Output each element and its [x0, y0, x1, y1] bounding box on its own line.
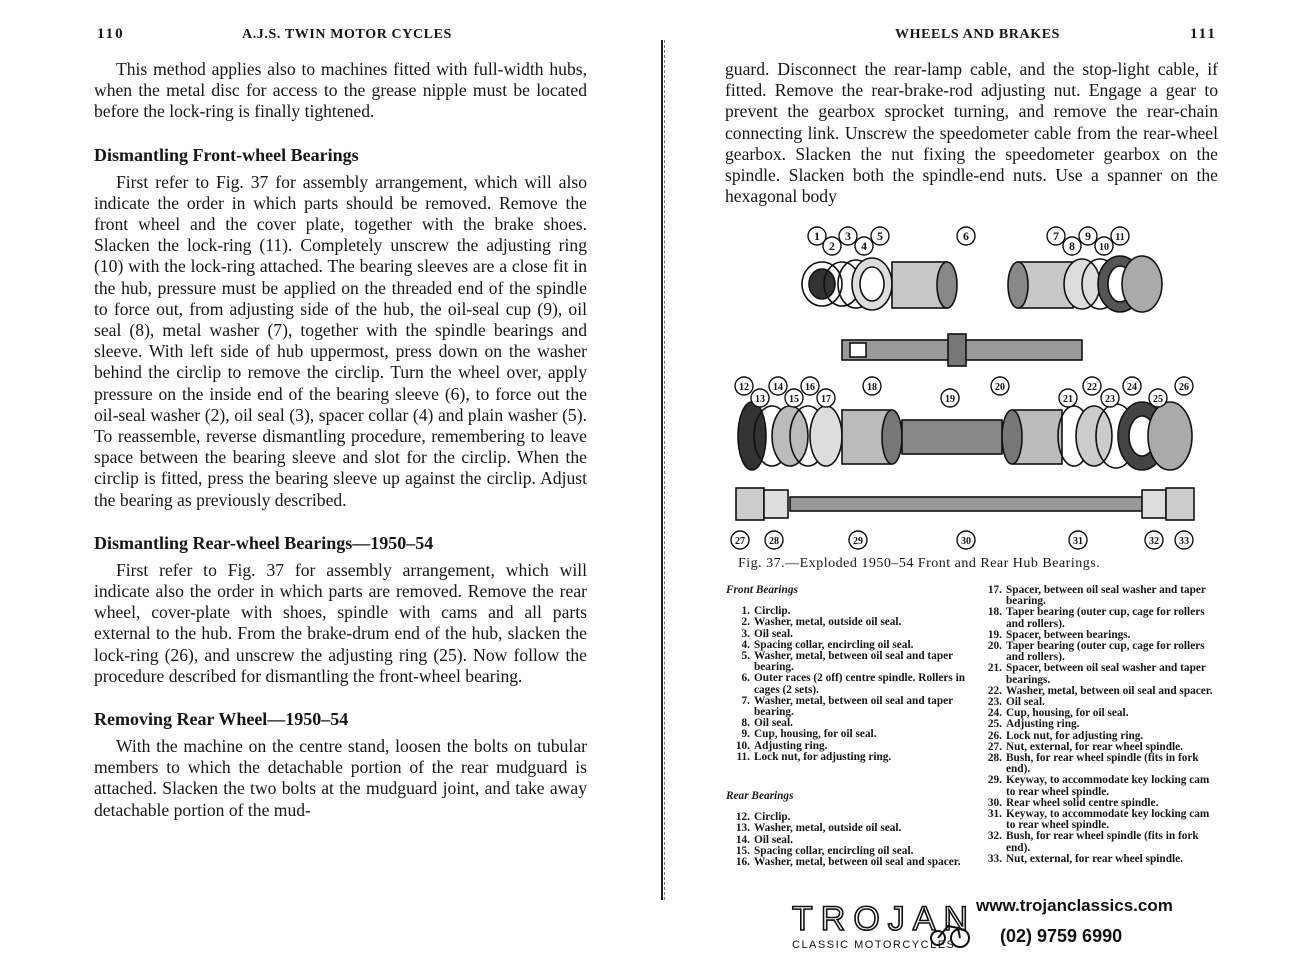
- legend-item-text: Spacer, between oil seal washer and taper bearing.: [1006, 584, 1206, 608]
- legend-item-number: 20.: [987, 640, 1002, 653]
- legend-item-text: Lock nut, for adjusting ring.: [1006, 729, 1144, 742]
- rear-bearings-paragraph: First refer to Fig. 37 for assembly arrangement, which will indicate also the order in which parts are removed. Remove the rear wheel, cover-plate with shoes, spindle with cams and all parts external to the hub. From the brake-drum end of the hub, slacken the lock-ring (26), and unscrew the adjusting ring (25). Now follow the procedure described for dismantling the front-wheel bearing.: [94, 559, 587, 686]
- callout-label: 30: [961, 536, 971, 547]
- legend-item: [726, 617, 966, 628]
- callout-label: 2: [829, 239, 835, 253]
- legend-item-number: 13.: [735, 822, 750, 835]
- callout-label: 9: [1085, 229, 1091, 243]
- right-page-number: 111: [1190, 26, 1217, 42]
- callout-label: 24: [1127, 382, 1137, 393]
- legend-item-number: 31.: [987, 808, 1002, 821]
- callout-label: 33: [1179, 536, 1189, 547]
- legend-item-text: Washer, metal, outside oil seal.: [754, 822, 902, 835]
- legend-item-number: 12.: [735, 811, 750, 824]
- callout-label: 5: [877, 229, 883, 243]
- legend-item: [978, 831, 1218, 853]
- legend-item-number: 10.: [735, 739, 750, 752]
- legend-item-number: 7.: [741, 694, 750, 707]
- legend-item-text: Keyway, to accommodate key locking cam to rear wheel spindle.: [1006, 774, 1210, 798]
- legend-item-text: Lock nut, for adjusting ring.: [754, 750, 892, 763]
- legend-item-text: Cup, housing, for oil seal.: [754, 728, 877, 741]
- callout-label: 7: [1053, 229, 1059, 243]
- legend-item-text: Spacing collar, encircling oil seal.: [754, 638, 914, 651]
- legend-item-text: Bush, for rear wheel spindle (fits in fork end).: [1006, 830, 1199, 854]
- legend-item: [978, 775, 1218, 797]
- legend-item: [726, 729, 966, 740]
- left-page-number: 110: [97, 26, 125, 42]
- legend-item-number: 17.: [987, 584, 1002, 596]
- exploded-hub-diagram: [722, 222, 1212, 552]
- legend-item-number: 2.: [741, 616, 750, 629]
- legend-item-text: Nut, external, for rear wheel spindle.: [1006, 852, 1183, 865]
- legend-item-text: Nut, external, for rear wheel spindle.: [1006, 740, 1183, 753]
- legend-item-number: 5.: [741, 650, 750, 663]
- legend-item-text: Circlip.: [754, 605, 791, 618]
- legend-item: [726, 696, 966, 718]
- legend-front-heading: Front Bearings: [726, 584, 798, 596]
- front-bearing-row: [802, 256, 1162, 312]
- legend-item-text: Circlip.: [754, 811, 791, 824]
- front-bearings-paragraph: First refer to Fig. 37 for assembly arrangement, which will also indicate the order in which parts should be removed. Remove the front wheel and the cover plate, together with the brake shoes. Slacken the lock-ring (11). Completely unscrew the adjusting ring (10) with the lock-ring attached. The bearing sleeves are a close fit in the hub, pressure must be applied on the threaded end of the spindle to force out, from adjusting side of the hub, the oil-seal cup (9), oil seal (8), metal washer (7), together with the spindle bearings and sleeve. With left side of hub uppermost, press down on the washer behind the circlip to remove the circlip. Turn the wheel over, apply pressure on the inside end of the bearing sleeve (6), to force out the oil-seal washer (2), oil seal (3), spacer collar (4) and plain washer (5). To reassemble, reverse dismantling procedure, remembering to leave space between the bearing sleeve and slot for the circlip. When the circlip is fitted, press the bearing sleeve up against the circlip. Adjust the bearing as previously described.: [94, 171, 587, 510]
- callout-label: 25: [1153, 394, 1163, 405]
- legend-item-number: 24.: [987, 707, 1002, 720]
- callout-label: 31: [1073, 536, 1083, 547]
- legend-item-text: Adjusting ring.: [1006, 718, 1080, 731]
- legend-item-number: 32.: [987, 830, 1002, 843]
- callout-label: 12: [739, 382, 749, 393]
- legend-item-text: Spacing collar, encircling oil seal.: [754, 844, 914, 857]
- legend-item-text: Washer, metal, between oil seal and taper bearing.: [754, 694, 953, 719]
- callout-label: 21: [1063, 394, 1073, 405]
- legend-item-number: 22.: [987, 684, 1002, 697]
- legend-item-number: 4.: [741, 638, 750, 651]
- legend-rear-heading: Rear Bearings: [726, 790, 794, 803]
- legend-item-number: 33.: [987, 852, 1002, 865]
- legend-item-text: Oil seal.: [754, 627, 793, 640]
- intro-paragraph: This method applies also to machines fitted with full-width hubs, when the metal disc for access to the grease nipple must be located before the lock-ring is finally tightened.: [94, 59, 587, 122]
- callout-label: 22: [1087, 382, 1097, 393]
- legend-item-number: 26.: [987, 729, 1002, 742]
- callout-label: 26: [1179, 382, 1189, 393]
- legend-item-text: Cup, housing, for oil seal.: [1006, 707, 1129, 720]
- callout-label: 28: [769, 536, 779, 547]
- legend-item-number: 6.: [741, 672, 750, 685]
- legend-item-number: 16.: [735, 856, 750, 869]
- trojan-phone: (02) 9759 6990: [1000, 926, 1123, 946]
- right-text-block: [725, 59, 1218, 207]
- legend-item-number: 3.: [741, 627, 750, 640]
- legend-item-text: Washer, metal, between oil seal and spacer.: [754, 856, 961, 869]
- callout-label: 27: [735, 536, 745, 547]
- legend-item: [978, 663, 1218, 685]
- rear-bearing-row: [738, 402, 1192, 470]
- callout-label: 18: [867, 382, 877, 393]
- left-running-head: A.J.S. TWIN MOTOR CYCLES: [242, 27, 452, 42]
- legend-front-column: [726, 585, 966, 868]
- legend-item: [726, 823, 966, 834]
- callout-label: 4: [861, 239, 867, 253]
- legend-item-number: 14.: [735, 833, 750, 846]
- left-text-block: [94, 59, 587, 821]
- callout-label: 17: [821, 394, 831, 405]
- legend-item: [978, 585, 1218, 607]
- callout-label: 14: [773, 382, 783, 393]
- callout-label: 11: [1115, 232, 1125, 243]
- legend-item: [978, 809, 1218, 831]
- legend-item-text: Oil seal.: [754, 833, 793, 846]
- legend-item-text: Washer, metal, outside oil seal.: [754, 616, 902, 629]
- callout-label: 23: [1105, 394, 1115, 405]
- legend-item-text: Outer races (2 off) centre spindle. Rollers in cages (2 sets).: [754, 672, 966, 696]
- legend-item-text: Taper bearing (outer cup, cage for rollers and rollers).: [1006, 640, 1205, 664]
- right-running-head: WHEELS AND BRAKES: [895, 27, 1061, 42]
- callout-label: 20: [995, 382, 1005, 393]
- legend-item-number: 19.: [987, 628, 1002, 641]
- legend-item-text: Washer, metal, between oil seal and taper bearing.: [754, 650, 953, 674]
- callout-label: 32: [1149, 536, 1159, 547]
- legend-item-number: 23.: [987, 696, 1002, 709]
- legend-item-text: Oil seal.: [754, 717, 793, 730]
- legend-item-number: 21.: [987, 662, 1002, 675]
- continued-paragraph: guard. Disconnect the rear-lamp cable, and the stop-light cable, if fitted. Remove the rear-brake-rod adjusting nut. Engage a gear to prevent the gearbox sprocket turning, and remove the rear-chain connecting link. Unscrew the speedometer cable from the rear-wheel gearbox. Slacken the nut fixing the speedometer gearbox on the spindle. Slacken both the spindle-end nuts. Use a spanner on the hexagonal body: [725, 59, 1218, 207]
- callout-label: 29: [853, 536, 863, 547]
- legend-item-number: 25.: [987, 718, 1002, 731]
- callout-label: 16: [805, 382, 815, 393]
- legend-item-text: Spacer, between bearings.: [1006, 628, 1131, 641]
- legend-item: [978, 753, 1218, 775]
- legend-item-number: 28.: [987, 752, 1002, 765]
- callout-label: 10: [1099, 242, 1109, 253]
- heading-removing-rear-wheel: Removing Rear Wheel—1950–54: [94, 709, 349, 730]
- legend-item-number: 27.: [987, 740, 1002, 753]
- trojan-logo: [788, 896, 988, 954]
- legend-item: [978, 719, 1218, 730]
- callout-label: 8: [1069, 239, 1075, 253]
- legend-item: [978, 607, 1218, 629]
- legend-item: [978, 641, 1218, 663]
- legend-item-text: Taper bearing (outer cup, cage for rollers and rollers).: [1006, 606, 1205, 630]
- legend-item-number: 29.: [987, 774, 1002, 787]
- callout-label: 19: [945, 394, 955, 405]
- callout-label: 3: [845, 229, 851, 243]
- legend-item-number: 30.: [987, 796, 1002, 809]
- legend-item-text: Keyway, to accommodate key locking cam to rear wheel spindle.: [1006, 808, 1210, 832]
- legend-item-text: Bush, for rear wheel spindle (fits in fork end).: [1006, 752, 1199, 776]
- legend-item-number: 1.: [741, 605, 750, 618]
- figure-caption: Fig. 37.—Exploded 1950–54 Front and Rear Hub Bearings.: [738, 556, 1101, 571]
- heading-rear-bearings: Dismantling Rear-wheel Bearings—1950–54: [94, 532, 434, 553]
- legend-item-number: 8.: [741, 717, 750, 730]
- legend-item: [726, 857, 966, 868]
- logo-wordmark: TROJAN: [792, 900, 976, 938]
- legend-item-text: Spacer, between oil seal washer and taper bearings.: [1006, 662, 1206, 686]
- legend-item-number: 9.: [741, 728, 750, 741]
- legend-item: [726, 673, 966, 695]
- callout-label: 15: [789, 394, 799, 405]
- legend-item-text: Adjusting ring.: [754, 739, 828, 752]
- legend-item: [726, 651, 966, 673]
- callout-label: 6: [963, 229, 969, 243]
- removing-rear-wheel-paragraph: With the machine on the centre stand, loosen the bolts on tubular members to which the detachable portion of the rear mudguard is attached. Slacken the two bolts at the mudguard joint, and take away detachable portion of the mud-: [94, 736, 587, 820]
- logo-subtitle: CLASSIC MOTORCYCLES: [792, 939, 956, 951]
- callout-label: 1: [814, 229, 820, 243]
- legend-item: [726, 752, 966, 763]
- legend-item-text: Rear wheel solid centre spindle.: [1006, 796, 1159, 809]
- legend-item: [978, 854, 1218, 865]
- heading-front-bearings: Dismantling Front-wheel Bearings: [94, 144, 359, 165]
- legend-item-number: 11.: [736, 750, 750, 763]
- callout-label: 13: [755, 394, 765, 405]
- trojan-url: www.trojanclassics.com: [976, 896, 1173, 915]
- legend-item-number: 18.: [987, 606, 1002, 619]
- legend-item-text: Washer, metal, between oil seal and spacer.: [1006, 684, 1213, 697]
- legend-item-text: Oil seal.: [1006, 696, 1045, 709]
- legend-item-number: 15.: [735, 844, 750, 857]
- legend-rear-column: [978, 585, 1218, 865]
